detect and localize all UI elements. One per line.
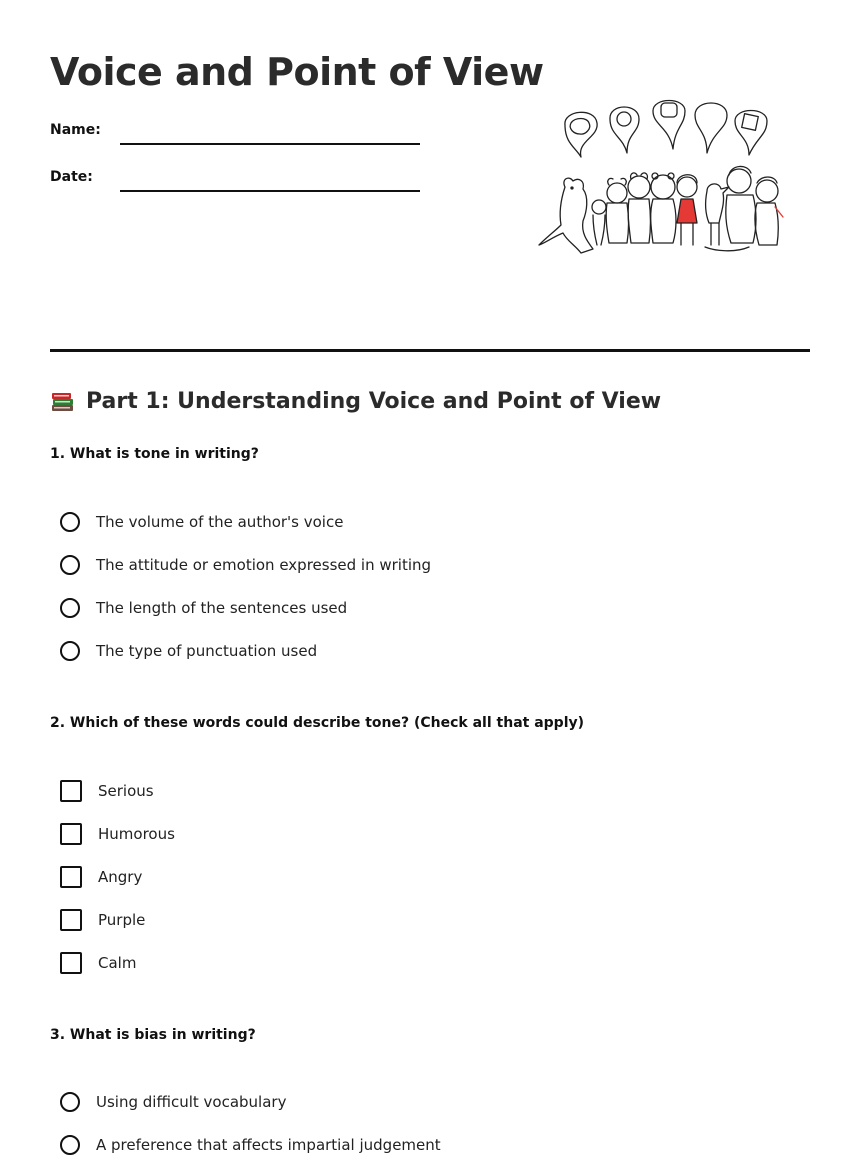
name-label: Name: xyxy=(50,122,101,138)
radio-button[interactable] xyxy=(60,1092,80,1112)
radio-button[interactable] xyxy=(60,598,80,618)
option-label: A preference that affects impartial judgement xyxy=(96,1136,441,1154)
question-2-option-5[interactable] xyxy=(60,951,136,975)
checkbox[interactable] xyxy=(60,952,82,974)
question-1-option-2[interactable] xyxy=(60,553,431,577)
question-3-option-2[interactable] xyxy=(60,1133,441,1157)
part-1-heading xyxy=(50,388,661,414)
option-label: Using difficult vocabulary xyxy=(96,1093,287,1111)
part-1-title: Part 1: Understanding Voice and Point of View xyxy=(86,388,662,414)
question-2-option-4[interactable] xyxy=(60,908,145,932)
radio-button[interactable] xyxy=(60,641,80,661)
radio-button[interactable] xyxy=(60,1135,80,1155)
option-label: Calm xyxy=(98,954,137,972)
option-label: Humorous xyxy=(98,825,175,843)
option-label: Serious xyxy=(98,782,154,800)
question-2-option-3[interactable] xyxy=(60,865,142,889)
question-1-prompt: 1. What is tone in writing? xyxy=(50,446,259,462)
option-label: The attitude or emotion expressed in writing xyxy=(96,556,432,574)
date-label: Date: xyxy=(50,169,93,185)
option-label: The volume of the author's voice xyxy=(96,513,344,531)
checkbox[interactable] xyxy=(60,823,82,845)
question-3-option-1[interactable] xyxy=(60,1090,286,1114)
question-1-option-3[interactable] xyxy=(60,596,347,620)
question-2-option-1[interactable] xyxy=(60,779,154,803)
radio-button[interactable] xyxy=(60,512,80,532)
option-label: The length of the sentences used xyxy=(96,599,348,617)
checkbox[interactable] xyxy=(60,780,82,802)
books-icon xyxy=(50,388,76,414)
radio-button[interactable] xyxy=(60,555,80,575)
checkbox[interactable] xyxy=(60,866,82,888)
option-label: Angry xyxy=(98,868,143,886)
date-field[interactable] xyxy=(120,190,420,192)
option-label: The type of punctuation used xyxy=(96,642,318,660)
option-label: Purple xyxy=(98,911,146,929)
name-field[interactable] xyxy=(120,143,420,145)
question-2-option-2[interactable] xyxy=(60,822,175,846)
question-1-option-1[interactable] xyxy=(60,510,343,534)
page-title: Voice and Point of View xyxy=(50,50,544,94)
question-3-prompt: 3. What is bias in writing? xyxy=(50,1027,256,1043)
children-speech-bubbles-illustration xyxy=(535,95,785,265)
question-1-option-4[interactable] xyxy=(60,639,317,663)
checkbox[interactable] xyxy=(60,909,82,931)
question-2-prompt: 2. Which of these words could describe tone? (Check all that apply) xyxy=(50,715,585,731)
section-divider xyxy=(50,349,810,352)
